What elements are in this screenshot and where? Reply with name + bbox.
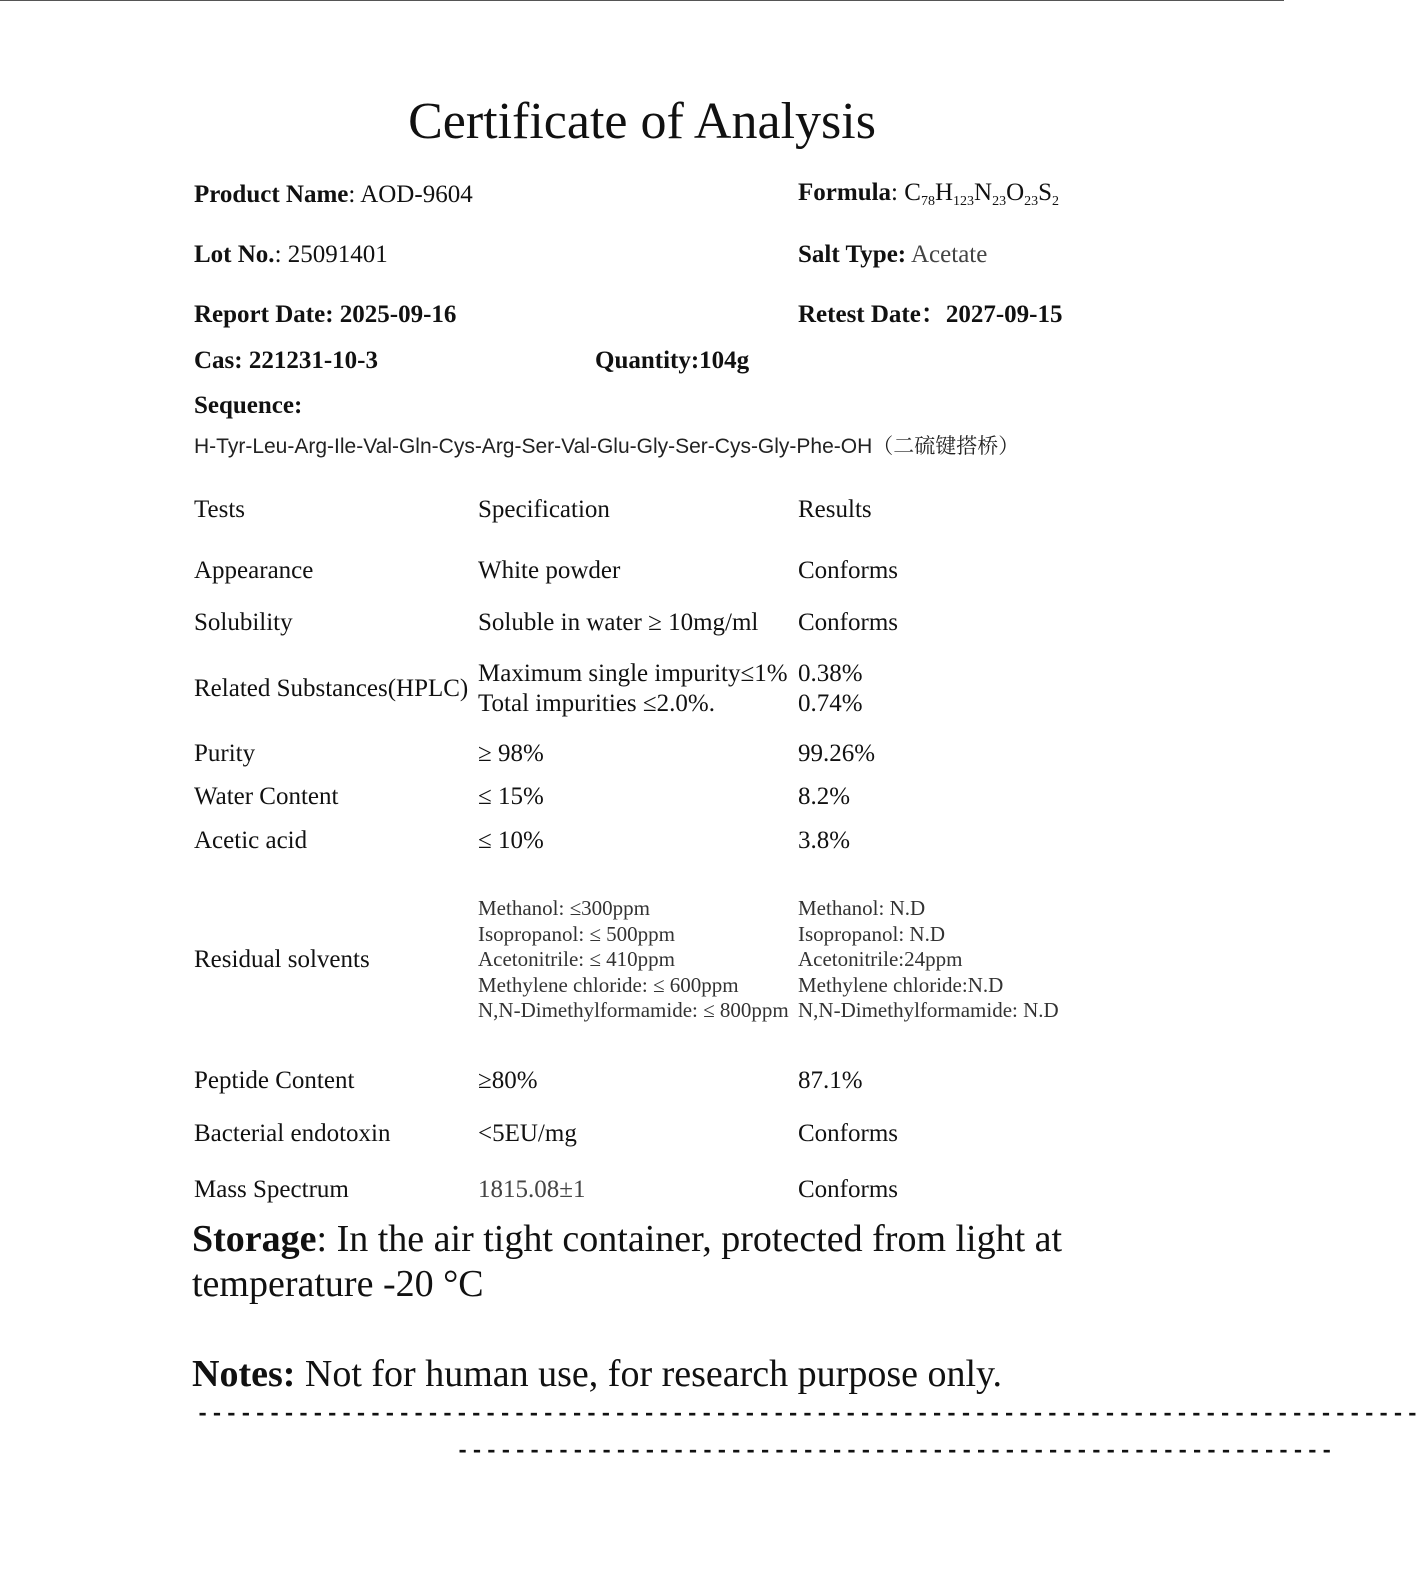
top-border bbox=[0, 0, 1284, 1]
table-row-test: Peptide Content bbox=[194, 1067, 355, 1094]
document-title: Certificate of Analysis bbox=[408, 93, 876, 150]
table-row-spec: Total impurities ≤2.0%. bbox=[478, 690, 715, 717]
lot-number-value: 25091401 bbox=[287, 241, 388, 268]
table-row-spec: ≤ 15% bbox=[478, 783, 544, 810]
table-row-spec: 1815.08±1 bbox=[478, 1176, 586, 1203]
table-row-spec: ≥ 98% bbox=[478, 740, 544, 767]
notes bbox=[192, 1352, 1092, 1397]
table-row-test: Appearance bbox=[194, 557, 314, 584]
table-row-test: Related Substances(HPLC) bbox=[194, 675, 469, 702]
table-row-test: Water Content bbox=[194, 783, 339, 810]
product-name-value: AOD-9604 bbox=[360, 181, 473, 208]
table-row-test: Acetic acid bbox=[194, 827, 308, 854]
sequence-label: Sequence: bbox=[194, 392, 303, 419]
spec-line: Isopropanol: ≤ 500ppm bbox=[478, 921, 676, 946]
table-row-result: 3.8% bbox=[798, 827, 851, 854]
table-row-spec: Maximum single impurity≤1% bbox=[478, 660, 788, 687]
lot-number: Lot No.: 25091401 bbox=[194, 241, 388, 268]
column-header-specification: Specification bbox=[478, 496, 610, 523]
product-name-label: Product Name bbox=[194, 181, 349, 208]
dashed-line: ------------------------------------------------------------- bbox=[456, 1439, 1335, 1464]
formula-label: Formula bbox=[798, 179, 892, 206]
table-row-result bbox=[798, 896, 1059, 1024]
report-date: Report Date: 2025-09-16 bbox=[194, 301, 457, 328]
table-row-result: 87.1% bbox=[798, 1067, 863, 1094]
table-row-result: Conforms bbox=[798, 1120, 898, 1147]
table-row-result: 0.38% bbox=[798, 660, 863, 687]
table-row-result: Conforms bbox=[798, 609, 898, 636]
table-row-test: Mass Spectrum bbox=[194, 1176, 349, 1203]
spec-line: N,N-Dimethylformamide: ≤ 800ppm bbox=[478, 998, 789, 1022]
result-line: Isopropanol: N.D bbox=[798, 921, 945, 946]
formula: Formula: $C_{78}H_{123}N_{23}O_{23}S_2$ bbox=[798, 179, 1060, 209]
retest-date: Retest Date：2027-09-15 bbox=[798, 301, 1063, 328]
table-row-result: 8.2% bbox=[798, 783, 851, 810]
salt-type bbox=[798, 240, 987, 270]
table-row-result: Conforms bbox=[798, 557, 898, 584]
table-row-result: Conforms bbox=[798, 1176, 898, 1203]
table-row-result: 0.74% bbox=[798, 690, 863, 717]
table-row-spec: Soluble in water ≥ 10mg/ml bbox=[478, 609, 759, 636]
column-header-tests: Tests bbox=[194, 496, 246, 523]
dashed-line: ------------------------------------------------------------------------------------- bbox=[196, 1402, 1420, 1427]
table-row-test: Purity bbox=[194, 740, 256, 767]
storage-text: : In the air tight container, protected from light at temperature -20 °C bbox=[192, 1218, 1063, 1305]
storage-label: Storage bbox=[192, 1218, 317, 1260]
quantity: Quantity:104g bbox=[595, 347, 750, 374]
salt-type-value: Acetate bbox=[911, 241, 988, 268]
table-row-test: Bacterial endotoxin bbox=[194, 1120, 391, 1147]
table-row-spec: ≥80% bbox=[478, 1067, 538, 1094]
spec-line: Methanol: ≤300ppm bbox=[478, 896, 650, 920]
table-row-spec: <5EU/mg bbox=[478, 1120, 577, 1147]
result-line: Acetonitrile:24ppm bbox=[798, 947, 963, 971]
table-row-spec: ≤ 10% bbox=[478, 827, 544, 854]
result-line: N,N-Dimethylformamide: N.D bbox=[798, 998, 1059, 1022]
table-row-spec bbox=[478, 896, 789, 1024]
formula-value: $C_{78}H_{123}N_{23}O_{23}S_2$ bbox=[904, 179, 1060, 209]
notes-text: Not for human use, for research purpose only. bbox=[295, 1353, 1003, 1395]
storage-note bbox=[192, 1217, 1092, 1307]
product-name: Product Name: AOD-9604 bbox=[194, 181, 473, 208]
column-header-results: Results bbox=[798, 496, 872, 523]
notes-label: Notes: bbox=[192, 1353, 296, 1395]
cas-number: Cas: 221231-10-3 bbox=[194, 347, 379, 374]
result-line: Methylene chloride:N.D bbox=[798, 972, 1004, 997]
table-row-test: Residual solvents bbox=[194, 946, 370, 973]
table-row-test: Solubility bbox=[194, 609, 293, 636]
table-row-spec: White powder bbox=[478, 557, 621, 584]
sequence-value: H-Tyr-Leu-Arg-Ile-Val-Gln-Cys-Arg-Ser-Val-Glu-Gly-Ser-Cys-Gly-Phe-OH（二硫键搭桥） bbox=[194, 435, 1020, 458]
table-row-result: 99.26% bbox=[798, 740, 876, 767]
spec-line: Methylene chloride: ≤ 600ppm bbox=[478, 972, 739, 997]
lot-number-label: Lot No. bbox=[194, 241, 275, 268]
salt-type-label: Salt Type: bbox=[798, 241, 907, 268]
result-line: Methanol: N.D bbox=[798, 896, 926, 920]
spec-line: Acetonitrile: ≤ 410ppm bbox=[478, 947, 675, 971]
